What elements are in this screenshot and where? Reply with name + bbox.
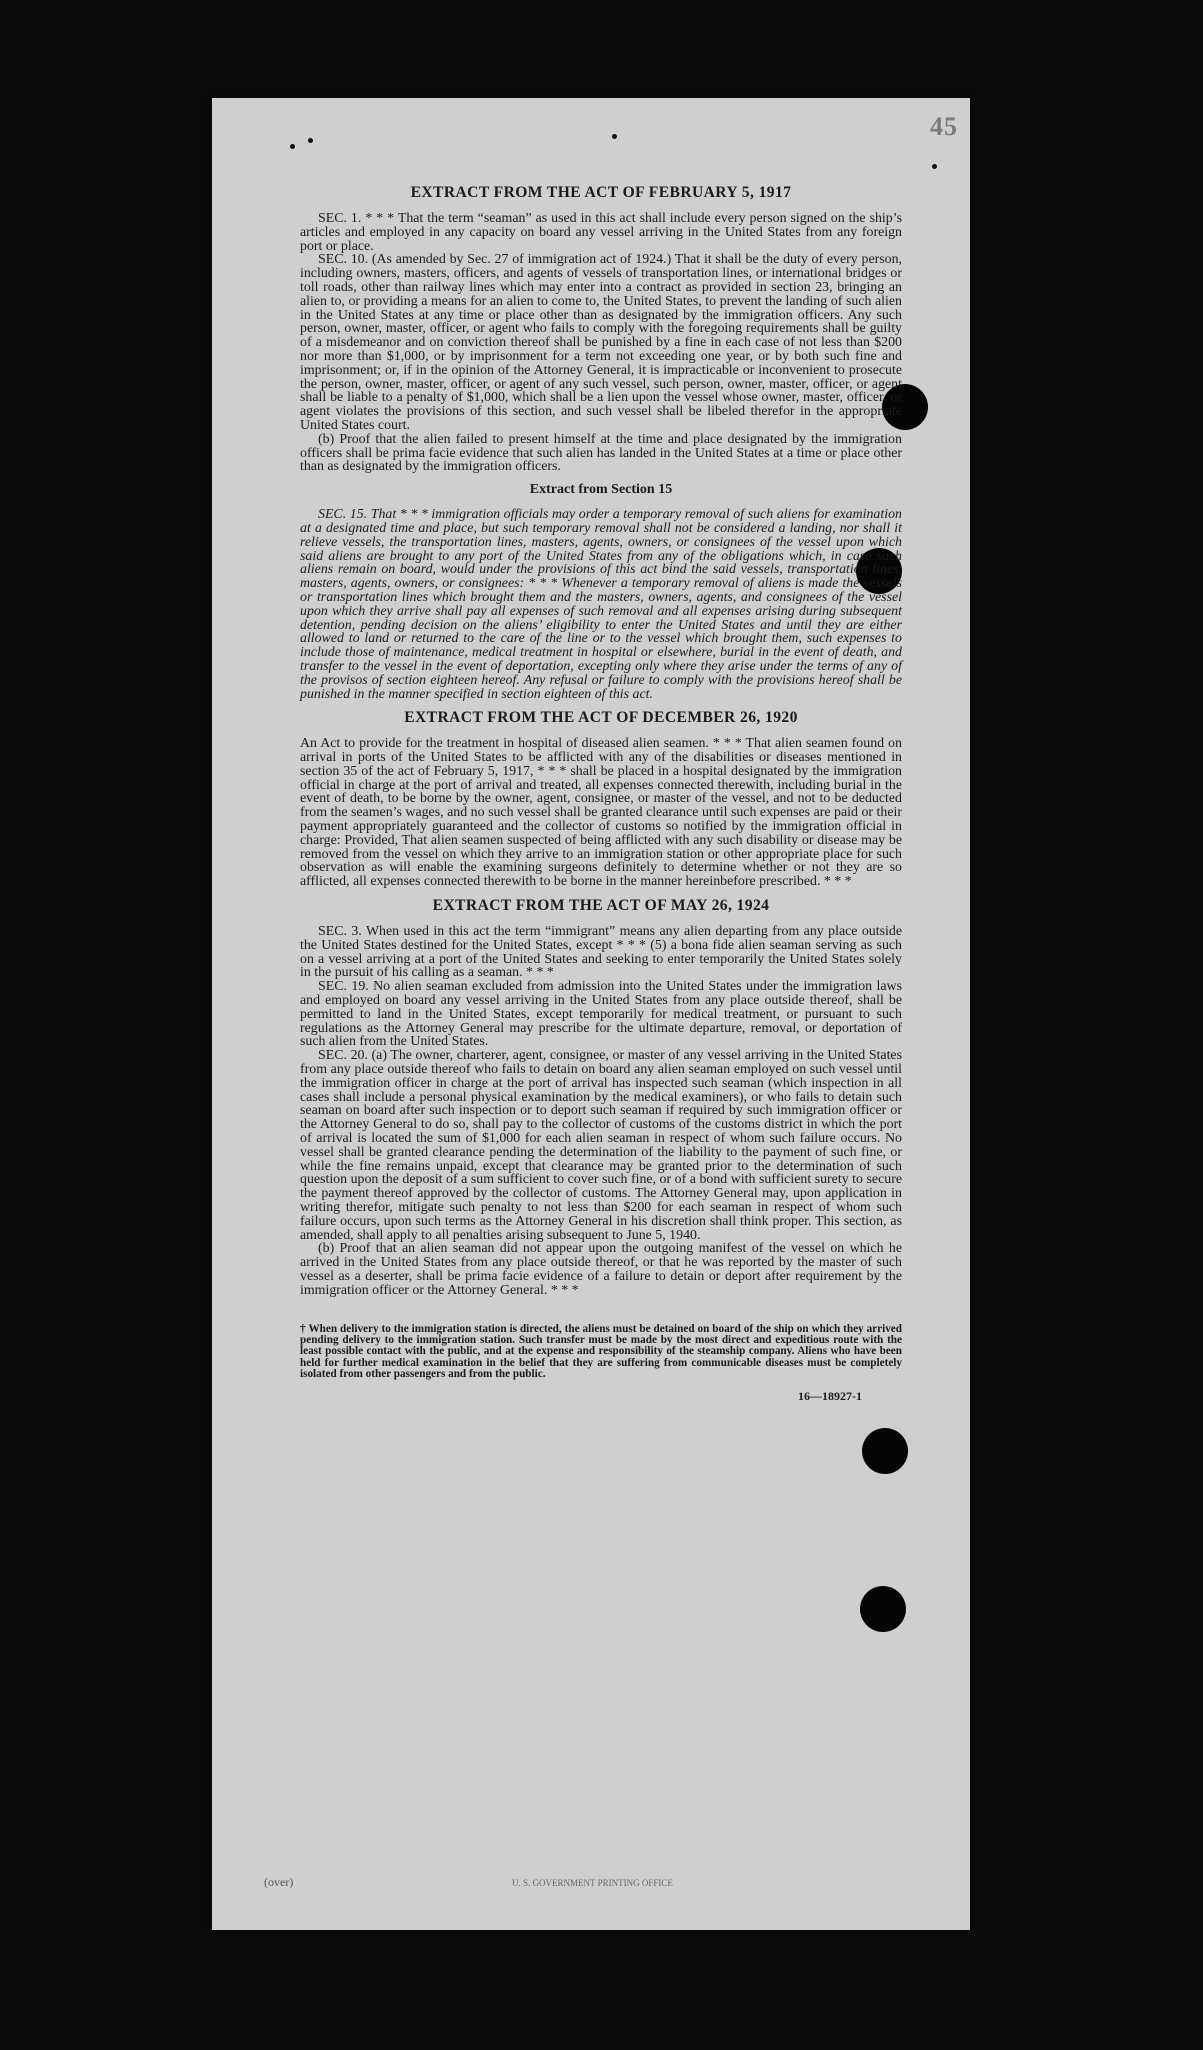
section-heading: EXTRACT FROM THE ACT OF DECEMBER 26, 1920	[404, 709, 798, 727]
paragraph: SEC. 19. No alien seaman excluded from admission into the United States under the immigration laws and employed on board any vessel arriving in the United States from any place outside thereof, shall be permitted to land in the United States, except temporarily for medical treatment, or pursuant to such regulations as the Attorney General may prescribe for the ultimate departure, removal, or deportation of such alien from the United States.	[300, 979, 902, 1050]
document-page	[212, 98, 970, 1930]
form-number: 16—18927-1	[798, 1388, 862, 1403]
document-body	[300, 176, 902, 1404]
ink-speck	[290, 144, 295, 149]
punch-hole	[862, 1428, 908, 1474]
printer-imprint: U. S. GOVERNMENT PRINTING OFFICE	[512, 1878, 673, 1888]
ink-speck	[612, 134, 617, 139]
ink-speck	[932, 164, 937, 169]
paragraph: SEC. 1. * * * That the term “seaman” as used in this act shall include every person signed on the ship’s articles and employed in any capacity on board any vessel arriving in the United States from any foreign port or place.	[300, 211, 902, 254]
over-note: (over)	[264, 1875, 294, 1889]
paragraph: SEC. 20. (a) The owner, charterer, agent, consignee, or master of any vessel arriving in the United States from any place outside thereof who fails to detain on board any alien seaman employed on such vessel until the immigration officer in charge at the port of arrival has inspected such seaman (which inspection in all cases shall include a personal physical examination by the medical examiners), or who fails to detain such seaman on board after such inspection or to deport such seaman if required by such immigration officer or the Attorney General to do so, shall pay to the collector of customs of the customs district in which the port of arrival is located the sum of $1,000 for each alien seaman in respect of whom such failure occurs. No vessel shall be granted clearance pending the determination of the liability to the payment of such fine, or while the fine remains unpaid, except that clearance may be granted prior to the determination of such question upon the deposit of a sum sufficient to cover such fine, or of a bond with sufficient surety to secure the payment thereof approved by the collector of customs. The Attorney General may, upon application in writing therefor, mitigate such penalty to not less than $200 for each seaman in respect of whom such failure occurs, upon such terms as the Attorney General in his discretion shall think proper. This section, as amended, shall apply to all penalties arising subsequent to June 5, 1940.	[300, 1048, 902, 1243]
section-heading: EXTRACT FROM THE ACT OF FEBRUARY 5, 1917	[410, 184, 792, 201]
paragraph: SEC. 3. When used in this act the term “immigrant” means any alien departing from any place outside the United States destined for the United States, except * * * (5) a bona fide alien seaman serving as such on a vessel arriving at a port of the United States and seeking to enter temporarily the United States solely in the pursuit of his calling as a seaman. * * *	[300, 924, 902, 981]
section-subheading: Extract from Section 15	[529, 482, 673, 498]
paragraph: SEC. 15. That * * * immigration officials may order a temporary removal of such aliens for examination at a designated time and place, but such temporary removal shall not be considered a landing, nor shall it relieve vessels, the transportation lines, masters, agents, owners, or consignees of the vessel upon which said aliens are brought to any port of the United States from any of the obligations which, in case such aliens remain on board, would under the provisions of this act bind the said vessels, transportation lines, masters, agents, owners, or consignees: * * * Whenever a temporary removal of aliens is made the vessels or transportation lines which brought them and the masters, owners, agents, and consignees of the vessel upon which they arrive shall pay all expenses of such removal and all expenses arising during subsequent detention, pending decision on the aliens’ eligibility to enter the United States and until they are either allowed to land or returned to the care of the line or to the vessel which brought them, such expenses to include those of maintenance, medical treatment in hospital or elsewhere, burial in the event of death, and transfer to the vessel in the event of deportation, excepting only where they arise under the terms of any of the provisos of section eighteen hereof. Any refusal or failure to comply with the provisions hereof shall be punished in the manner specified in section eighteen of this act.	[300, 507, 902, 702]
paragraph: An Act to provide for the treatment in hospital of diseased alien seamen. * * * That alien seamen found on arrival in ports of the United States to be afflicted with any of the disabilities or diseases mentioned in section 35 of the act of February 5, 1917, * * * shall be placed in a hospital designated by the immigration official in charge at the port of arrival and treated, all expenses connected therewith, including burial in the event of death, to be borne by the owner, agent, consignee, or master of the vessel, and not to be deducted from the seamen’s wages, and no such vessel shall be granted clearance until such expenses are paid or their payment appropriately guaranteed and the collector of customs so notified by the immigration official in charge: Provided, That alien seamen suspected of being afflicted with any such disability or disease may be removed from the vessel on which they arrive to an immigration station or other appropriate place for such observation as will enable the examining surgeons definitely to determine whether or not they are so afflicted, all expenses connected therewith to be borne in the manner hereinbefore prescribed. * * *	[300, 736, 902, 890]
ink-speck	[308, 138, 313, 143]
paragraph: SEC. 10. (As amended by Sec. 27 of immigration act of 1924.) That it shall be the duty of every person, including owners, masters, officers, and agents of vessels of transportation lines, or international bridges or toll roads, other than railway lines which may enter into a contract as provided in section 23, bringing an alien to, or providing a means for an alien to come to, the United States, to prevent the landing of such alien in the United States at any time or place other than as designated by the immigration officers. Any such person, owner, master, officer, or agent who fails to comply with the foregoing requirements shall be guilty of a misdemeanor and on conviction thereof shall be punished by a fine in each case of not less than $200 nor more than $1,000, or by imprisonment for a term not exceeding one year, or by both such fine and imprisonment; or, if in the opinion of the Attorney General, it is impracticable or inconvenient to prosecute the person, owner, master, officer, or agent of any such vessel, such person, owner, master, officer, or agent shall be liable to a penalty of $1,000, which shall be a lien upon the vessel whose owner, master, officer, or agent violates the provisions of this section, and such vessel shall be libeled therefor in the appropriate United States court.	[300, 252, 902, 433]
footnote: † When delivery to the immigration station is directed, the aliens must be detained on board of the ship on which they arrived pending delivery to the immigration station. Such transfer must be made by the most direct and expeditious route with the least possible contact with the public, and at the expense and responsibility of the steamship company. Aliens who have been held for further medical examination in the belief that they are suffering from communicable diseases must be completely isolated from other passengers and from the public.	[300, 1322, 902, 1381]
corner-stamp: 45	[930, 112, 958, 141]
punch-hole	[860, 1586, 906, 1632]
section-heading: EXTRACT FROM THE ACT OF MAY 26, 1924	[432, 897, 770, 915]
paragraph: (b) Proof that an alien seaman did not appear upon the outgoing manifest of the vessel on which he arrived in the United States from any place outside thereof, or that he was reported by the master of such vessel as a deserter, shall be prima facie evidence of a failure to detain or deport after requirement by the immigration officer or the Attorney General. * * *	[300, 1241, 902, 1298]
paragraph: (b) Proof that the alien failed to present himself at the time and place designated by the immigration officers shall be prima facie evidence that such alien has landed in the United States at a time or place other than as designated by the immigration officers.	[300, 431, 902, 475]
